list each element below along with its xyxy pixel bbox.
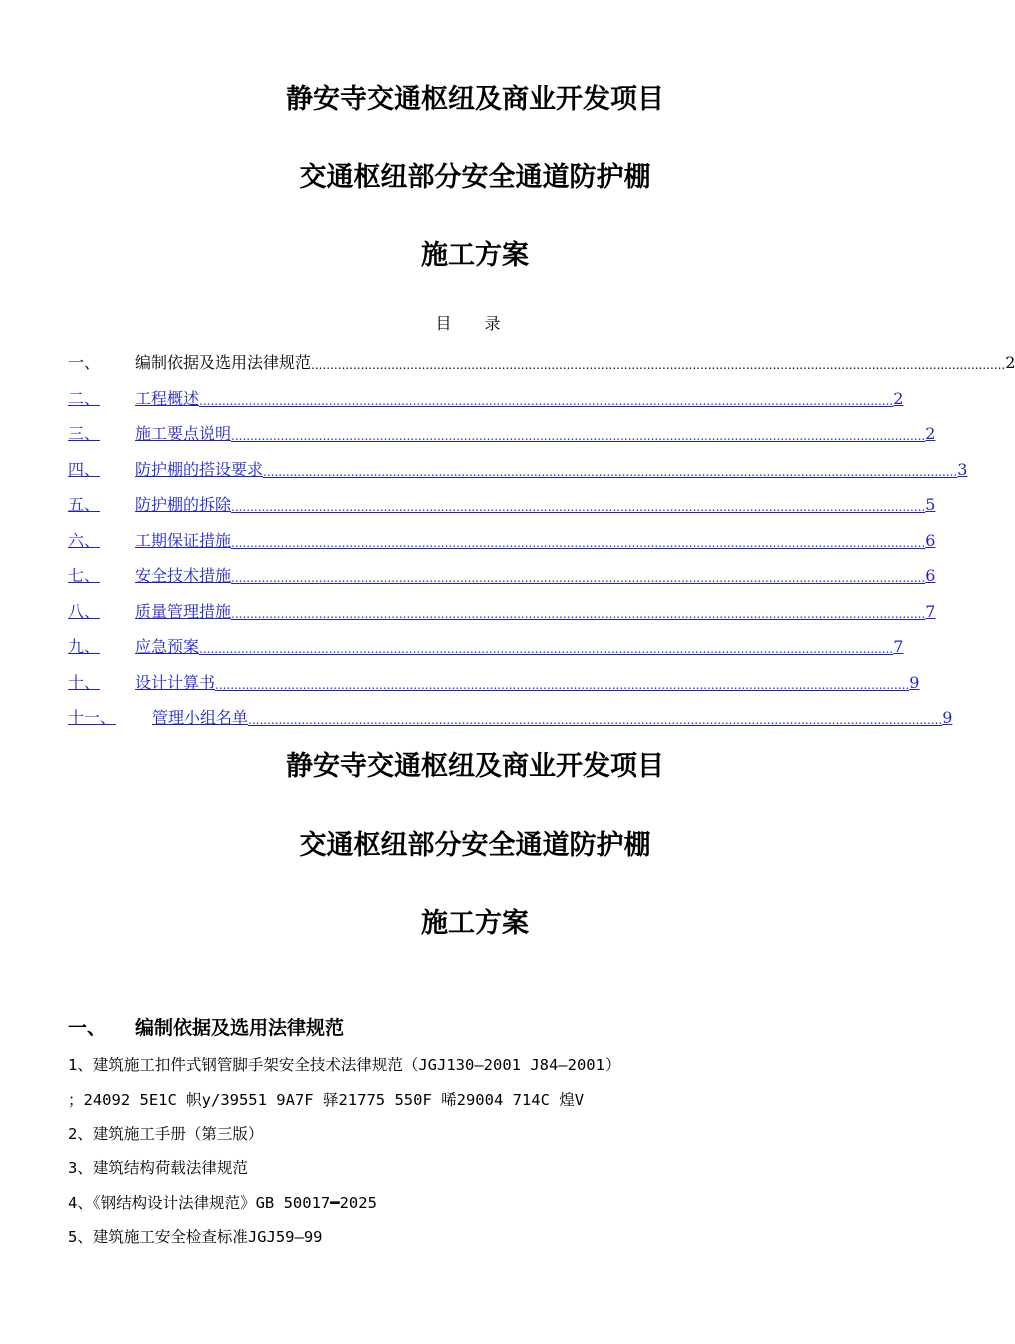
toc-item-label: 防护棚的搭设要求 [135,460,264,479]
toc-leader-dots: ...................................................................................................................................................................................... [231,536,926,550]
toc-item-number: 一、 [68,353,101,372]
toc-leader-dots: ...................................................................................................................................................................................... [248,713,943,727]
toc-item-page: 7 [925,602,936,621]
repeat-title-line1: 静安寺交通枢纽及商业开发项目 [286,751,664,782]
toc-item-page: 7 [893,637,904,656]
paragraph: 4、《钢结构设计法律规范》GB 50017━2025 [68,1194,377,1212]
toc-item-number: 七、 [68,566,101,585]
toc-item-11[interactable] [68,705,953,729]
toc-leader-dots: ...................................................................................................................................................................................... [311,358,1006,372]
toc-leader-dots: ...................................................................................................................................................................................... [215,678,910,692]
toc-item-number: 八、 [68,602,101,621]
toc-item-label: 管理小组名单 [152,708,249,727]
cover-title-line3: 施工方案 [421,240,529,271]
toc-item-label: 质量管理措施 [135,602,232,621]
toc-item-label: 防护棚的拆除 [135,495,232,514]
toc-item-number: 五、 [68,495,101,514]
toc-item-3[interactable] [68,421,936,445]
toc-leader-dots: ...................................................................................................................................................................................... [231,607,926,621]
toc-leader-dots: ...................................................................................................................................................................................... [199,394,894,408]
repeat-title-line2: 交通枢纽部分安全通道防护棚 [299,830,651,861]
cover-title-line1: 静安寺交通枢纽及商业开发项目 [286,84,664,115]
repeat-title-line3: 施工方案 [421,908,529,939]
toc-item-page: 9 [909,673,920,692]
toc-leader-dots: ...................................................................................................................................................................................... [231,571,926,585]
paragraph: 2、建筑施工手册（第三版） [68,1125,264,1143]
toc-leader-dots: ...................................................................................................................................................................................... [263,465,958,479]
toc-item-label: 编制依据及选用法律规范 [135,353,312,372]
toc-leader-dots: ...................................................................................................................................................................................... [199,642,894,656]
toc-item-page: 2 [893,389,904,408]
paragraph: ；24092 5E1C 帜y/39551 9A7F 驿21775 550F 唏29004 714C 煌V [68,1091,585,1109]
toc-item-page: 3 [957,460,968,479]
section-number: 一、 [68,1017,107,1039]
toc-item-label: 设计计算书 [135,673,216,692]
toc-item-page: 2 [1005,353,1015,372]
toc-item-label: 施工要点说明 [135,424,232,443]
toc-item-2[interactable] [68,386,904,410]
toc-item-number: 四、 [68,460,101,479]
section-title: 编制依据及选用法律规范 [135,1017,345,1039]
toc-item-label: 安全技术措施 [135,566,232,585]
toc-item-label: 应急预案 [135,637,200,656]
toc-item-6[interactable] [68,528,936,552]
toc-item-page: 6 [925,566,936,585]
paragraph: 3、建筑结构荷载法律规范 [68,1159,248,1177]
toc-item-number: 六、 [68,531,101,550]
cover-title-line2: 交通枢纽部分安全通道防护棚 [299,162,651,193]
section-heading [68,1014,344,1042]
toc-item-number: 二、 [68,389,101,408]
toc-heading: 目 录 [435,314,515,333]
toc-item-label: 工程概述 [135,389,200,408]
toc-item-label: 工期保证措施 [135,531,232,550]
toc-item-4[interactable] [68,457,968,481]
paragraph: 1、建筑施工扣件式钢管脚手架安全技术法律规范（JGJ130—2001 J84—2001） [68,1056,621,1074]
paragraph: 5、建筑施工安全检查标准JGJ59—99 [68,1228,323,1246]
toc-item-number: 十、 [68,673,101,692]
toc-leader-dots: ...................................................................................................................................................................................... [231,500,926,514]
toc-item-8[interactable] [68,599,936,623]
toc-item-number: 九、 [68,637,101,656]
toc-item-number: 三、 [68,424,101,443]
toc-item-10[interactable] [68,670,920,694]
toc-item-page: 2 [925,424,936,443]
toc-item-5[interactable] [68,492,936,516]
toc-item-number: 十一、 [68,708,117,727]
toc-leader-dots: ...................................................................................................................................................................................... [231,429,926,443]
toc-item-page: 5 [925,495,936,514]
toc-item-page: 6 [925,531,936,550]
toc-item-7[interactable] [68,563,936,587]
toc-item-9[interactable] [68,634,904,658]
toc-item-1[interactable] [68,350,1015,374]
toc-item-page: 9 [942,708,953,727]
